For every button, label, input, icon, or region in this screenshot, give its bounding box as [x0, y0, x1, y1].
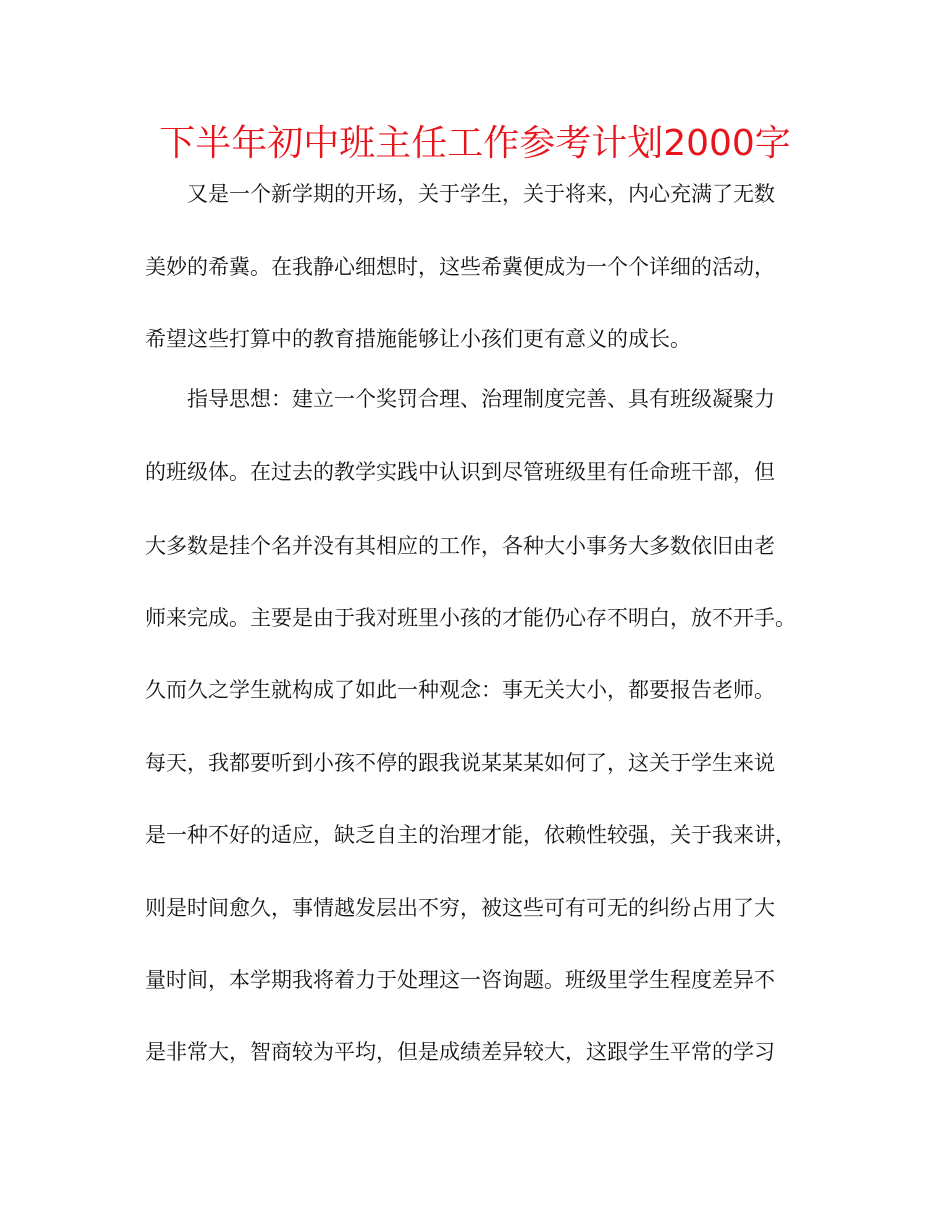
paragraph-2-line-10: 是非常大，智商较为平均，但是成绩差异较大，这跟学生平常的学习: [145, 1040, 775, 1064]
paragraph-2-line-1: 指导思想：建立一个奖罚合理、治理制度完善、具有班级凝聚力: [187, 387, 775, 411]
document-title: 下半年初中班主任工作参考计划2000字: [159, 123, 791, 164]
paragraph-2-line-7: 是一种不好的适应，缺乏自主的治理才能，依赖性较强，关于我来讲，: [145, 823, 796, 847]
paragraph-2-line-2: 的班级体。在过去的教学实践中认识到尽管班级里有任命班干部，但: [145, 460, 775, 484]
paragraph-2-line-4: 师来完成。主要是由于我对班里小孩的才能仍心存不明白，放不开手。: [145, 606, 796, 630]
paragraph-1-line-3: 希望这些打算中的教育措施能够让小孩们更有意义的成长。: [145, 327, 691, 351]
paragraph-2-line-9: 量时间，本学期我将着力于处理这一咨询题。班级里学生程度差异不: [145, 968, 775, 992]
paragraph-1-line-2: 美妙的希冀。在我静心细想时，这些希冀便成为一个个详细的活动，: [145, 255, 775, 279]
paragraph-2-line-5: 久而久之学生就构成了如此一种观念：事无关大小，都要报告老师。: [145, 678, 775, 702]
paragraph-2-line-8: 则是时间愈久，事情越发层出不穷，被这些可有可无的纠纷占用了大: [145, 896, 775, 920]
paragraph-1-line-1: 又是一个新学期的开场，关于学生，关于将来，内心充满了无数: [187, 182, 775, 206]
paragraph-2-line-3: 大多数是挂个名并没有其相应的工作，各种大小事务大多数依旧由老: [145, 534, 775, 558]
paragraph-2-line-6: 每天，我都要听到小孩不停的跟我说某某某如何了，这关于学生来说: [145, 751, 775, 775]
